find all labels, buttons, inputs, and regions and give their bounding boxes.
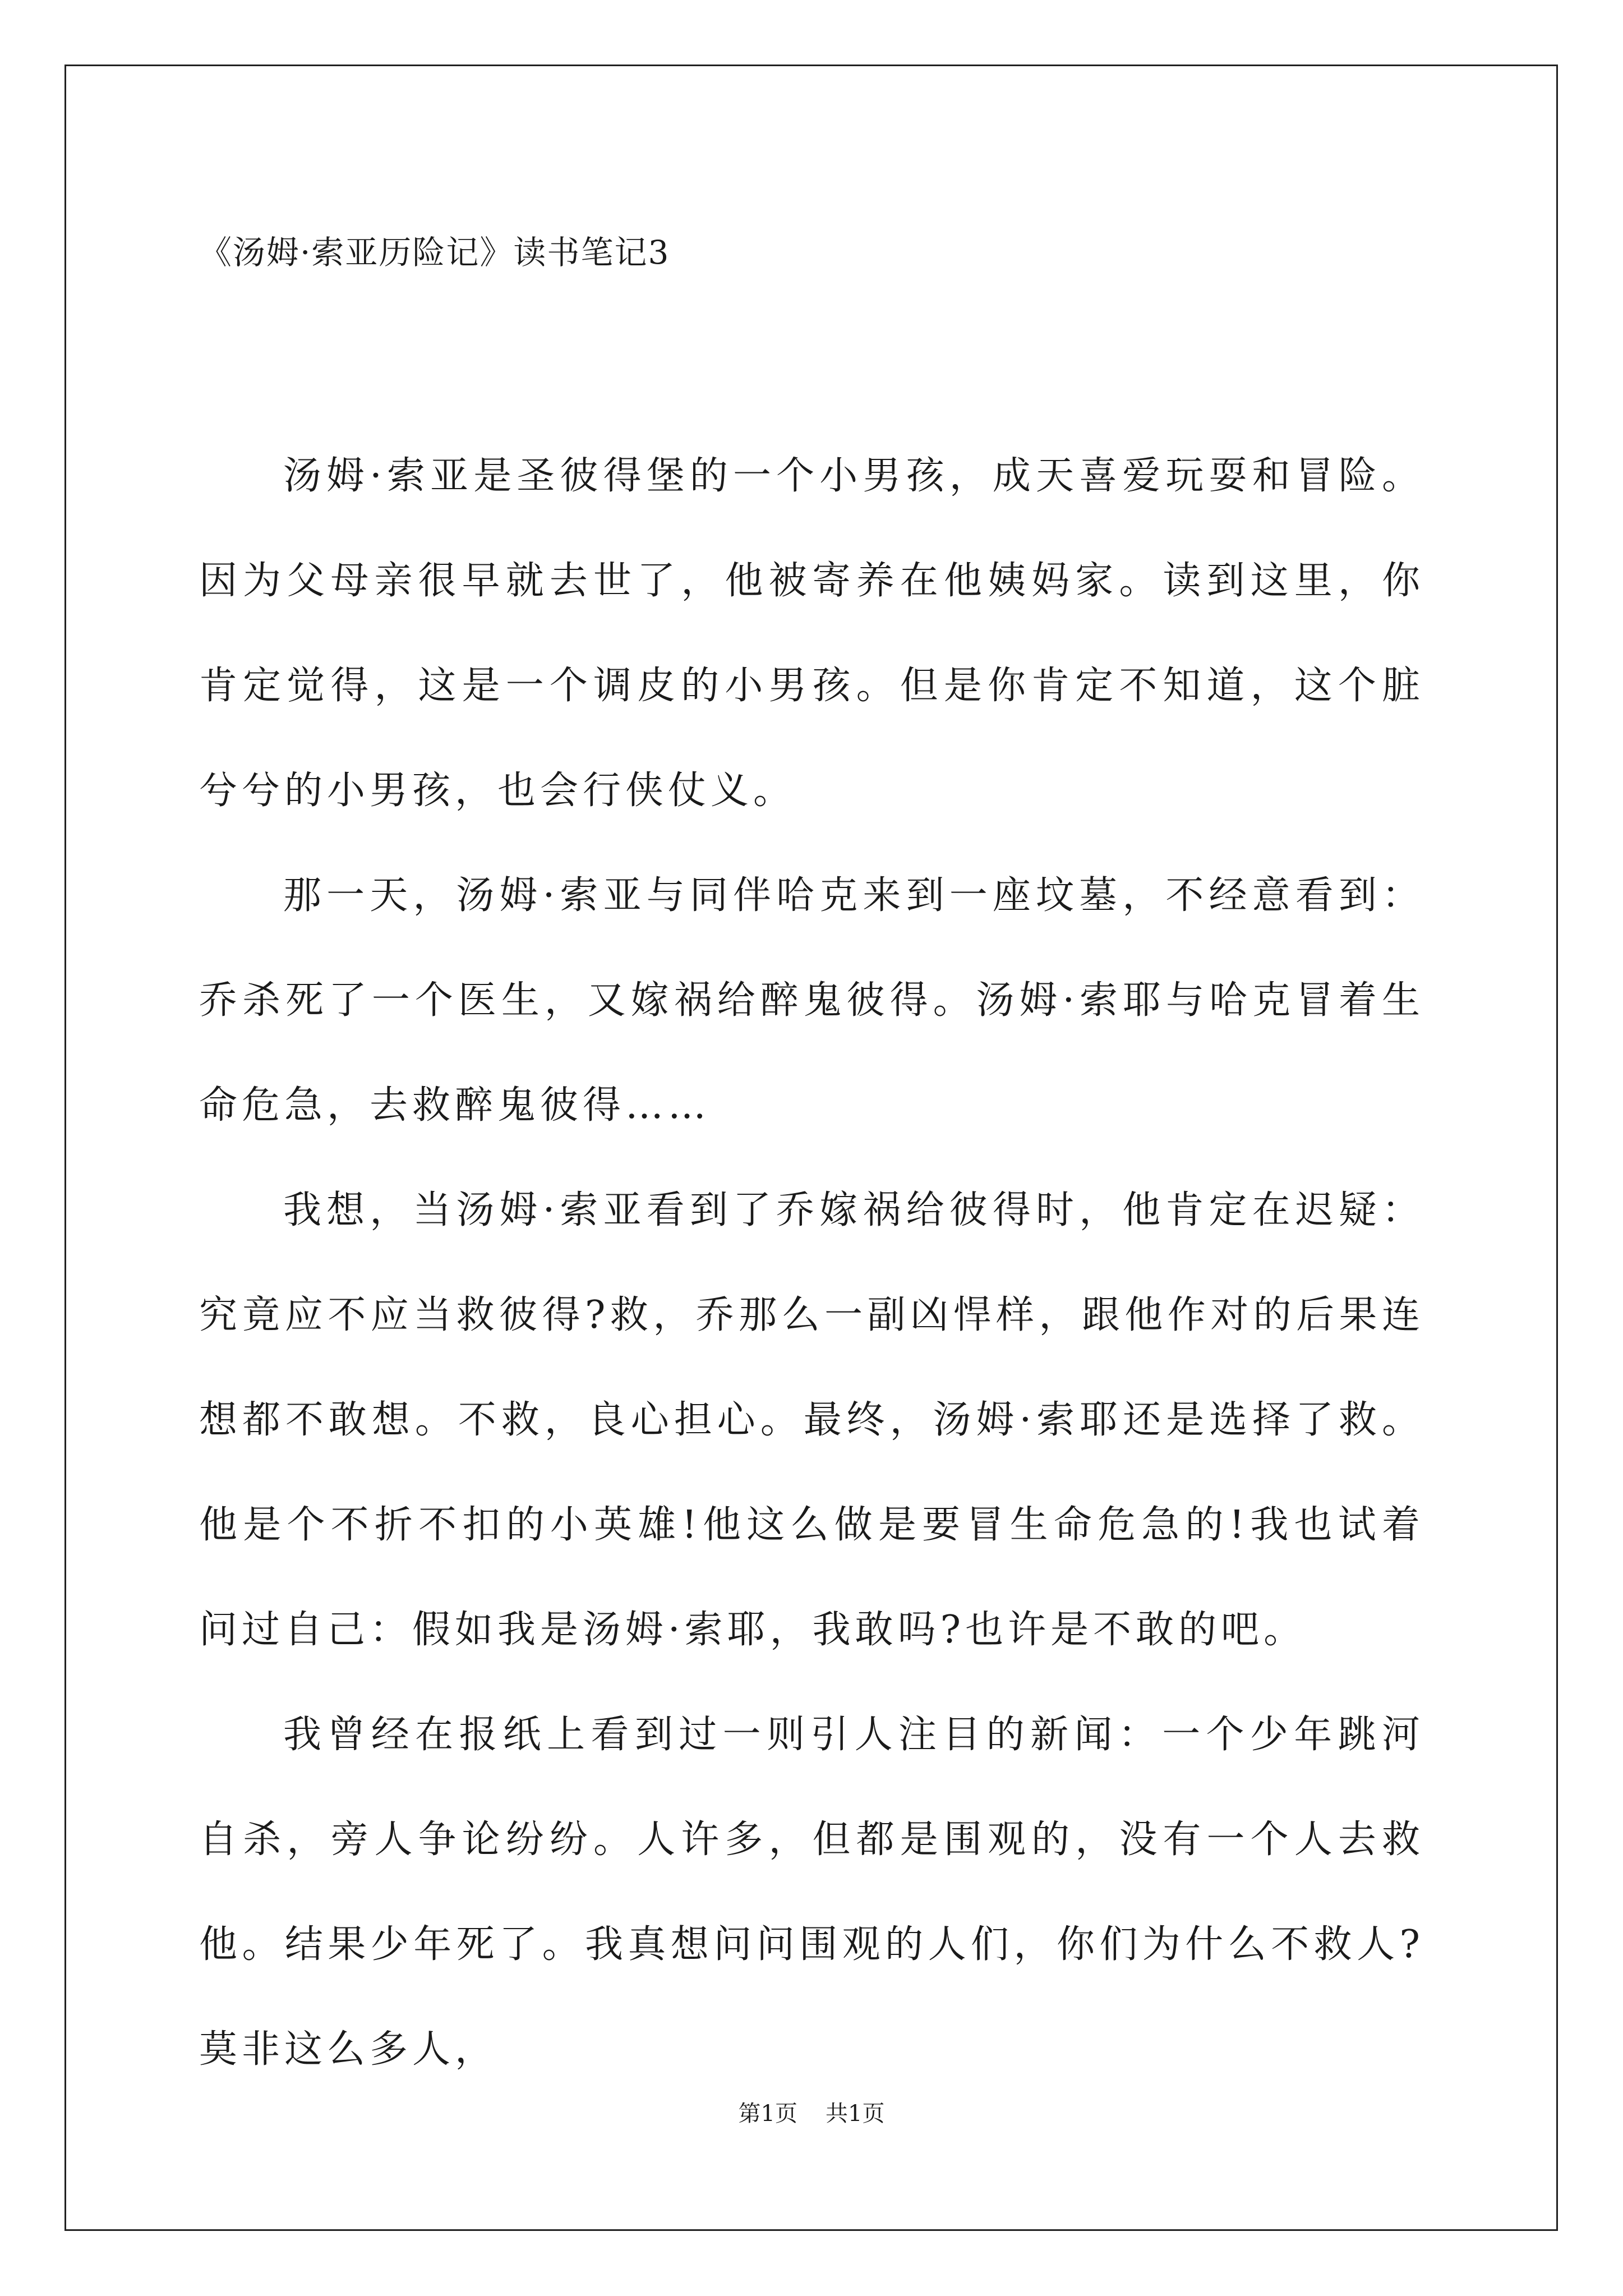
paragraph-1: 汤姆·索亚是圣彼得堡的一个小男孩，成天喜爱玩耍和冒险。因为父母亲很早就去世了，他被寄养在他姨妈家。读到这里，你肯定觉得，这是一个调皮的小男孩。但是你肯定不知道，这个脏兮兮的小男孩，也会行侠仗义。 (199, 454, 1424, 813)
document-body (199, 424, 1424, 2102)
paragraph-4: 我曾经在报纸上看到过一则引人注目的新闻：一个少年跳河自杀，旁人争论纷纷。人许多，但都是围观的，没有一个人去救他。结果少年死了。我真想问问围观的人们，你们为什么不救人?莫非这么多人， (199, 1713, 1424, 2072)
paragraph-2: 那一天，汤姆·索亚与同伴哈克来到一座坟墓，不经意看到：乔杀死了一个医生，又嫁祸给醉鬼彼得。汤姆·索耶与哈克冒着生命危急，去救醉鬼彼得…… (199, 873, 1424, 1128)
document-title: 《汤姆·索亚历险记》读书笔记3 (199, 233, 670, 272)
paragraph-3: 我想，当汤姆·索亚看到了乔嫁祸给彼得时，他肯定在迟疑：究竟应不应当救彼得?救，乔那么一副凶悍样，跟他作对的后果连想都不敢想。不救，良心担心。最终，汤姆·索耶还是选择了救。他是个不折不扣的小英雄!他这么做是要冒生命危急的!我也试着问过自己：假如我是汤姆·索耶，我敢吗?也许是不敢的吧。 (199, 1188, 1424, 1652)
page-total: 共1页 (826, 2101, 885, 2127)
page-number: 第1页 (738, 2101, 797, 2127)
page-footer (0, 2097, 1623, 2131)
